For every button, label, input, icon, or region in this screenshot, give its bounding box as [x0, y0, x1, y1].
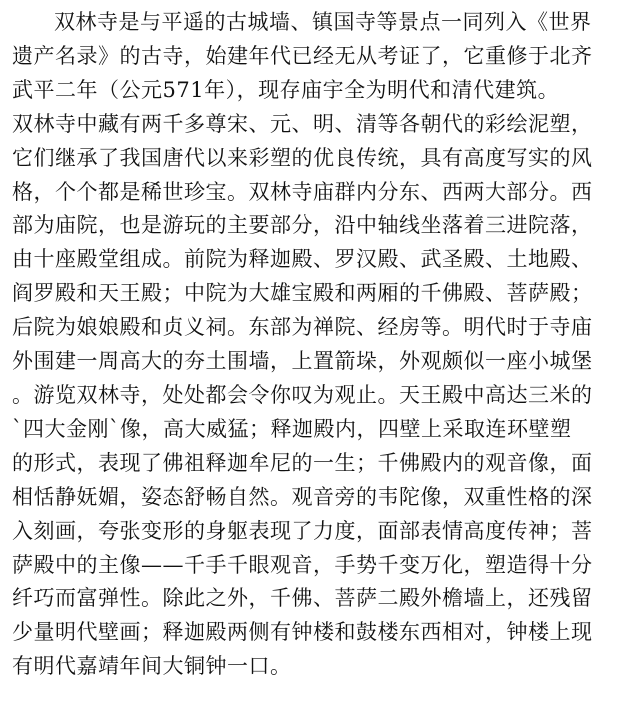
- paragraph-description: [12, 108, 630, 684]
- text-line: 双林寺是与平遥的古城墙、镇国寺等景点一同列入《世界: [54, 10, 592, 34]
- text-line: 后院为娘娘殿和贞义祠。东部为禅院、经房等。明代时于寺庙: [12, 315, 593, 340]
- paragraph-intro: [12, 6, 630, 108]
- text-line: 少量明代壁画；释迦殿两侧有钟楼和鼓楼东西相对，钟楼上现: [12, 620, 593, 645]
- text-line: 双林寺中藏有两千多尊宋、元、明、清等各朝代的彩绘泥塑，: [12, 111, 593, 136]
- text-line: 格，个个都是稀世珍宝。双林寺庙群内分东、西两大部分。西: [12, 179, 593, 204]
- text-line: 它们继承了我国唐代以来彩塑的优良传统，具有高度写实的风: [12, 145, 593, 170]
- text-line: 武平二年（公元571年），现存庙宇全为明代和清代建筑。: [12, 77, 560, 102]
- text-line: `四大金刚`像，高大威猛；释迦殿内，四壁上采取连环壁塑: [12, 416, 572, 441]
- text-line: 萨殿中的主像——千手千眼观音，手势千变万化，塑造得十分: [12, 552, 593, 577]
- text-line: 由十座殿堂组成。前院为释迦殿、罗汉殿、武圣殿、土地殿、: [12, 247, 593, 272]
- text-line: 相恬静妩媚，姿态舒畅自然。观音旁的韦陀像，双重性格的深: [12, 484, 593, 509]
- text-line: 。游览双林寺，处处都会令你叹为观止。天王殿中高达三米的: [12, 382, 593, 407]
- text-line: 有明代嘉靖年间大铜钟一口。: [12, 654, 292, 679]
- text-line: 遗产名录》的古寺，始建年代已经无从考证了，它重修于北齐: [12, 43, 593, 68]
- text-line: 部为庙院，也是游玩的主要部分，沿中轴线坐落着三进院落，: [12, 213, 593, 238]
- text-line: 纤巧而富弹性。除此之外，千佛、菩萨二殿外檐墙上，还残留: [12, 586, 593, 611]
- text-line: 的形式，表现了佛祖释迦牟尼的一生；千佛殿内的观音像，面: [12, 450, 593, 475]
- text-line: 外围建一周高大的夯土围墙，上置箭垛，外观颇似一座小城堡: [12, 349, 593, 374]
- text-line: 阎罗殿和天王殿；中院为大雄宝殿和两厢的千佛殿、菩萨殿；: [12, 281, 593, 306]
- text-line: 入刻画，夸张变形的身躯表现了力度，面部表情高度传神；菩: [12, 518, 593, 543]
